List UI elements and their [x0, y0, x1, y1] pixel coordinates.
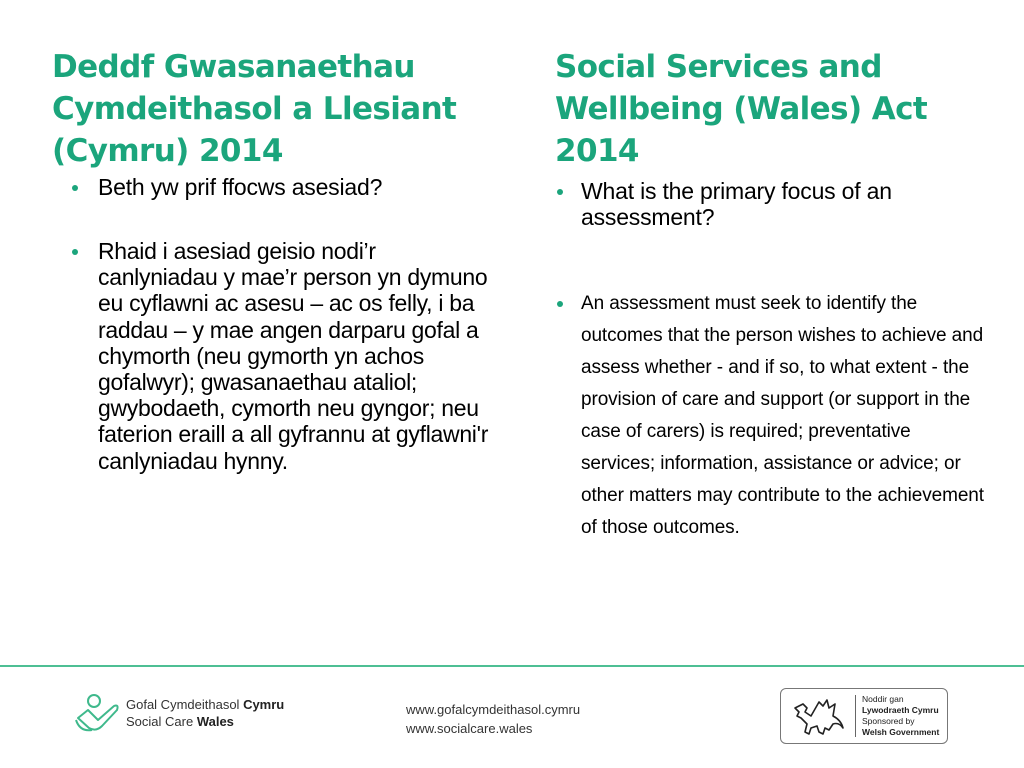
social-care-wales-logo — [74, 692, 284, 734]
welsh-title-line: (Cymru) 2014 — [52, 133, 283, 169]
bullet-dot-icon — [557, 189, 563, 195]
bullet-dot-icon — [557, 301, 563, 307]
sponsor-line-lywodraeth: Lywodraeth Cymru — [862, 705, 939, 715]
logo-line2-bold: Wales — [196, 714, 234, 729]
english-column — [555, 46, 985, 544]
welsh-government-sponsor-badge — [780, 688, 948, 744]
english-title-line: 2014 — [555, 133, 639, 169]
english-title-line: Social Services and — [555, 49, 882, 85]
logo-line1-regular: Gofal Cymdeithasol — [126, 697, 244, 712]
welsh-url-link[interactable]: www.gofalcymdeithasol.cymru — [406, 702, 581, 717]
english-answer-text: An assessment must seek to identify the outcomes that the person wishes to achieve and assess whether - and if so, to what extent - the provision of care and support (or support in the case of carers) is required; preventative services; information, assistance or advice; or other matters may contribute to the achievement of those outcomes. — [581, 293, 984, 538]
welsh-question-bullet — [52, 174, 492, 200]
bullet-dot-icon — [72, 185, 78, 191]
social-care-wales-logo-icon — [74, 692, 120, 734]
sponsor-line-noddir: Noddir gan — [862, 694, 904, 704]
sponsor-separator — [855, 695, 856, 737]
logo-line-english — [126, 713, 284, 730]
logo-line1-bold: Cymru — [243, 697, 285, 712]
welsh-question-text: Beth yw prif ffocws asesiad? — [98, 174, 383, 200]
welsh-dragon-icon — [789, 694, 849, 738]
logo-line2-regular: Social Care — [126, 714, 197, 729]
welsh-answer-bullet — [52, 238, 492, 474]
sponsor-line-sponsored: Sponsored by — [862, 716, 915, 726]
welsh-title-line: Cymdeithasol a Llesiant — [52, 91, 457, 127]
footer-urls — [406, 700, 580, 738]
english-url-link[interactable]: www.socialcare.wales — [406, 721, 533, 736]
english-title — [555, 46, 985, 172]
sponsor-line-government: Welsh Government — [862, 727, 940, 737]
footer-divider — [0, 665, 1024, 667]
welsh-bullet-list — [52, 174, 492, 474]
logo-line-welsh — [126, 696, 284, 713]
welsh-answer-text: Rhaid i asesiad geisio nodi’r canlyniadau y mae’r person yn dymuno eu cyflawni ac asesu – ac os felly, i ba raddau – y mae angen darparu gofal a chymorth (neu gymorth yn achos gofalwyr); gwasanaethau ataliol; gwybodaeth, cymorth neu gyngor; neu faterion eraill a all gyfrannu at gyflawni'r canlyniadau hynny. — [98, 238, 489, 474]
english-bullet-list — [555, 178, 985, 544]
english-title-line: Wellbeing (Wales) Act — [555, 91, 928, 127]
welsh-column — [52, 46, 492, 474]
welsh-title-line: Deddf Gwasanaethau — [52, 49, 415, 85]
english-question-text: What is the primary focus of an assessment? — [581, 178, 892, 230]
welsh-title — [52, 46, 492, 172]
sponsor-text — [862, 694, 939, 738]
bullet-dot-icon — [72, 249, 78, 255]
english-question-bullet — [555, 178, 985, 230]
logo-text — [126, 696, 284, 730]
english-answer-bullet — [555, 288, 985, 544]
